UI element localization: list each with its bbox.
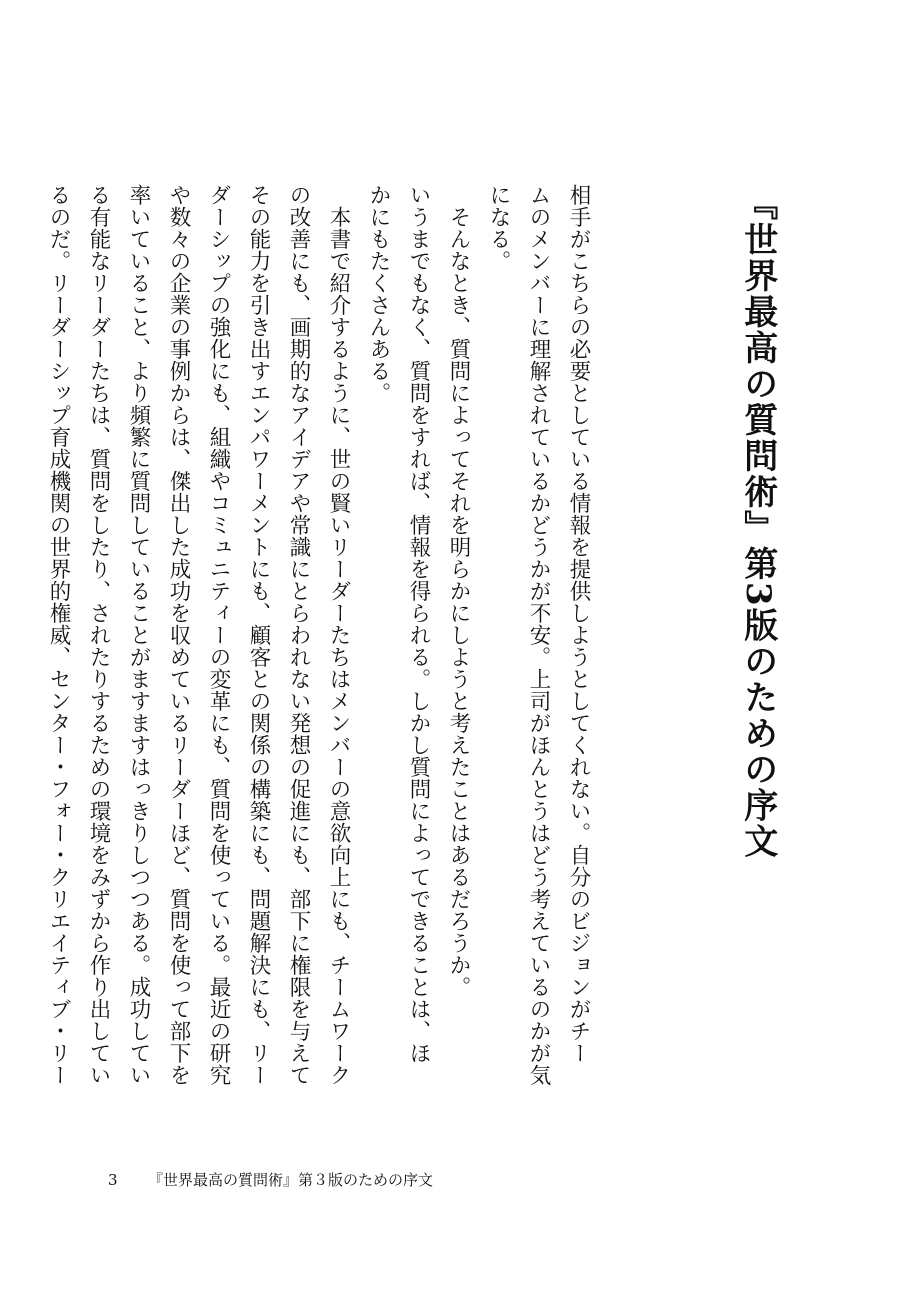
body-line: や数々の企業の事例からは、傑出した成功を収めているリーダーほど、質問を使って部下を (166, 184, 191, 1086)
body-line: いうまでもなく、質問をすれば、情報を得られる。しかし質問によってできることは、ほ (406, 184, 431, 1064)
body-line: になる。 (486, 184, 511, 272)
body-line: その能力を引き出すエンパワーメントにも、顧客との関係の構築にも、問題解決にも、リー (246, 184, 271, 1086)
body-line: かにもたくさんある。 (366, 184, 391, 404)
body-line: 本書で紹介するように、世の賢いリーダーたちはメンバーの意欲向上にも、チームワーク (326, 184, 351, 1086)
body-text (38, 184, 598, 1084)
body-line: る有能なリーダーたちは、質問をしたり、されたりするための環境をみずから作り出してい (86, 184, 111, 1086)
body-line: 率いていること、より頻繁に質問していることがますますはっきりしつつある。成功してい (126, 184, 151, 1086)
running-head: 『世界最高の質問術』第３版のための序文 (148, 1171, 434, 1189)
body-line: ムのメンバーに理解されているかどうかが不安。上司がほんとうはどう考えているのかが気 (526, 184, 551, 1086)
body-line: るのだ。リーダーシップ育成機関の世界的権威、センター・フォー・クリエイティブ・リー (46, 184, 71, 1086)
body-line: の改善にも、画期的なアイデアや常識にとらわれない発想の促進にも、部下に権限を与えて (286, 184, 311, 1086)
body-line: そんなとき、質問によってそれを明らかにしようと考えたことはあるだろうか。 (446, 184, 471, 998)
body-line: ダーシップの強化にも、組織やコミュニティーの変革にも、質問を使っている。最近の研究 (206, 184, 231, 1086)
page-footer (108, 1170, 433, 1190)
chapter-title: 『世界最高の質問術』第3版のための序文 (737, 186, 778, 860)
page-number: 3 (108, 1171, 118, 1189)
body-line: 相手がこちらの必要としている情報を提供しようとしてくれない。自分のビジョンがチー (566, 184, 591, 1064)
